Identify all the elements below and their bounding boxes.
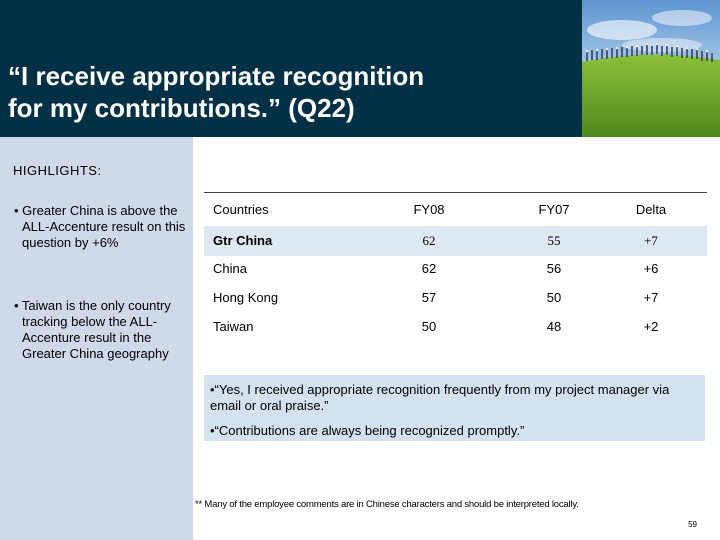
header-fy08: FY08 [413,202,445,217]
row-fy07: 56 [546,261,562,276]
header-countries: Countries [213,202,269,217]
highlight-bullet-1 [14,203,186,251]
row-fy08: 62 [421,261,437,276]
row-delta: +7 [644,233,658,248]
employee-quote-1: •“Yes, I received appropriate recognition frequently from my project manager via email or oral praise.” [210,382,670,413]
row-delta: +7 [643,290,659,305]
row-fy07: 55 [547,233,561,248]
table-row [204,283,707,312]
highlight-bullet-2 [14,298,186,362]
employee-quote-2: •“Contributions are always being recognized promptly.” [210,423,525,438]
table-row [204,226,707,256]
header-fy07: FY07 [538,202,570,217]
row-delta: +6 [643,261,659,276]
crowd-field-photo [582,0,720,137]
table-header-row [204,192,707,227]
row-fy08: 62 [422,233,436,248]
row-fy08: 57 [421,290,437,305]
row-fy08: 50 [421,319,437,334]
page-number: 59 [688,520,697,529]
row-country: Gtr China [213,233,273,248]
title-line-2: for my contributions.” (Q22) [8,93,355,123]
header-delta: Delta [635,202,667,217]
row-country: Hong Kong [213,290,279,305]
employee-quotes-box [204,375,705,441]
row-fy07: 48 [546,319,562,334]
footnote: ** Many of the employee comments are in Chinese characters and should be interpreted locally. [195,499,579,510]
highlight-bullet-1-text: • Greater China is above the ALL-Accenture result on this question by +6% [14,203,186,250]
highlight-bullet-2-text: • Taiwan is the only country tracking below the ALL-Accenture result in the Greater China geography [14,298,171,361]
row-fy07: 50 [546,290,562,305]
table-row [204,254,707,283]
row-delta: +2 [643,319,659,334]
table-row [204,312,707,341]
row-country: China [213,261,247,276]
page-title [8,60,568,124]
title-line-1: “I receive appropriate recognition [8,61,425,91]
highlights-label: HIGHLIGHTS: [13,163,102,178]
row-country: Taiwan [213,319,254,334]
